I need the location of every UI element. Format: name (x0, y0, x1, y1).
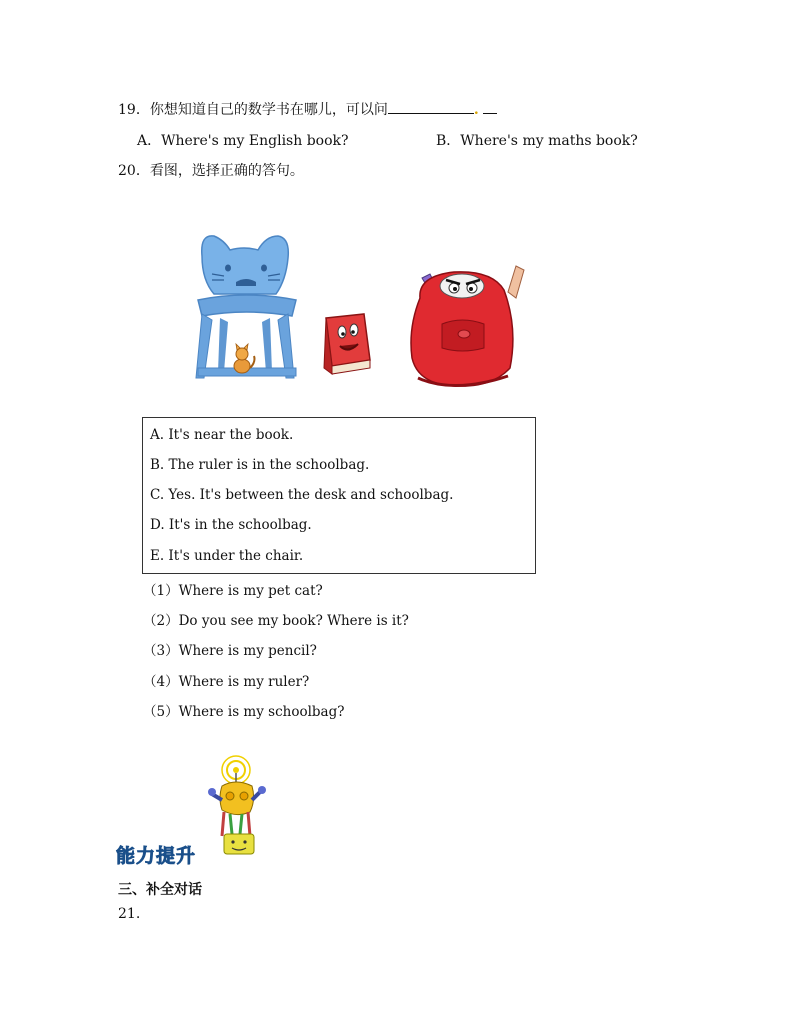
schoolbag-icon (411, 266, 524, 386)
question-19-number: 19． (118, 102, 150, 118)
sub-question-2: （2）Do you see my book? Where is it? (143, 613, 409, 629)
answer-option-c: C. Yes. It's between the desk and schoolbag. (150, 487, 454, 503)
question-20-number: 20． (118, 163, 150, 179)
answer-option-e: E. It's under the chair. (150, 548, 304, 564)
sub-question-1: （1）Where is my pet cat? (143, 583, 323, 599)
question-20-text: 看图，选择正确的答句。 (149, 163, 304, 179)
sub-question-4: （4）Where is my ruler? (143, 674, 310, 690)
answer-option-a: A. It's near the book. (150, 427, 294, 443)
book-icon (324, 314, 370, 374)
answer-blank-end (483, 99, 497, 114)
answer-options-box (142, 417, 536, 574)
badge-text: 能力提升 (116, 845, 197, 867)
sub-question-3: （3）Where is my pencil? (143, 643, 317, 659)
question-19-option-a: A．Where's my English book? (137, 133, 349, 149)
question-21-number: 21. (118, 906, 141, 922)
ability-badge (114, 752, 284, 872)
question-19 (118, 99, 497, 119)
section-3-title: 三、补全对话 (118, 882, 202, 898)
robot-icon (208, 756, 266, 854)
answer-option-d: D. It's in the schoolbag. (150, 517, 312, 533)
answer-blank (388, 99, 474, 114)
answer-option-b: B. The ruler is in the schoolbag. (150, 457, 370, 473)
question-20 (118, 162, 304, 180)
question-19-option-b: B．Where's my maths book? (436, 133, 638, 149)
question-19-text: 你想知道自己的数学书在哪儿，可以问 (149, 102, 388, 118)
illustration-chair-book-schoolbag (192, 228, 532, 396)
sub-question-5: （5）Where is my schoolbag? (143, 704, 345, 720)
blank-dot: . (473, 102, 479, 118)
